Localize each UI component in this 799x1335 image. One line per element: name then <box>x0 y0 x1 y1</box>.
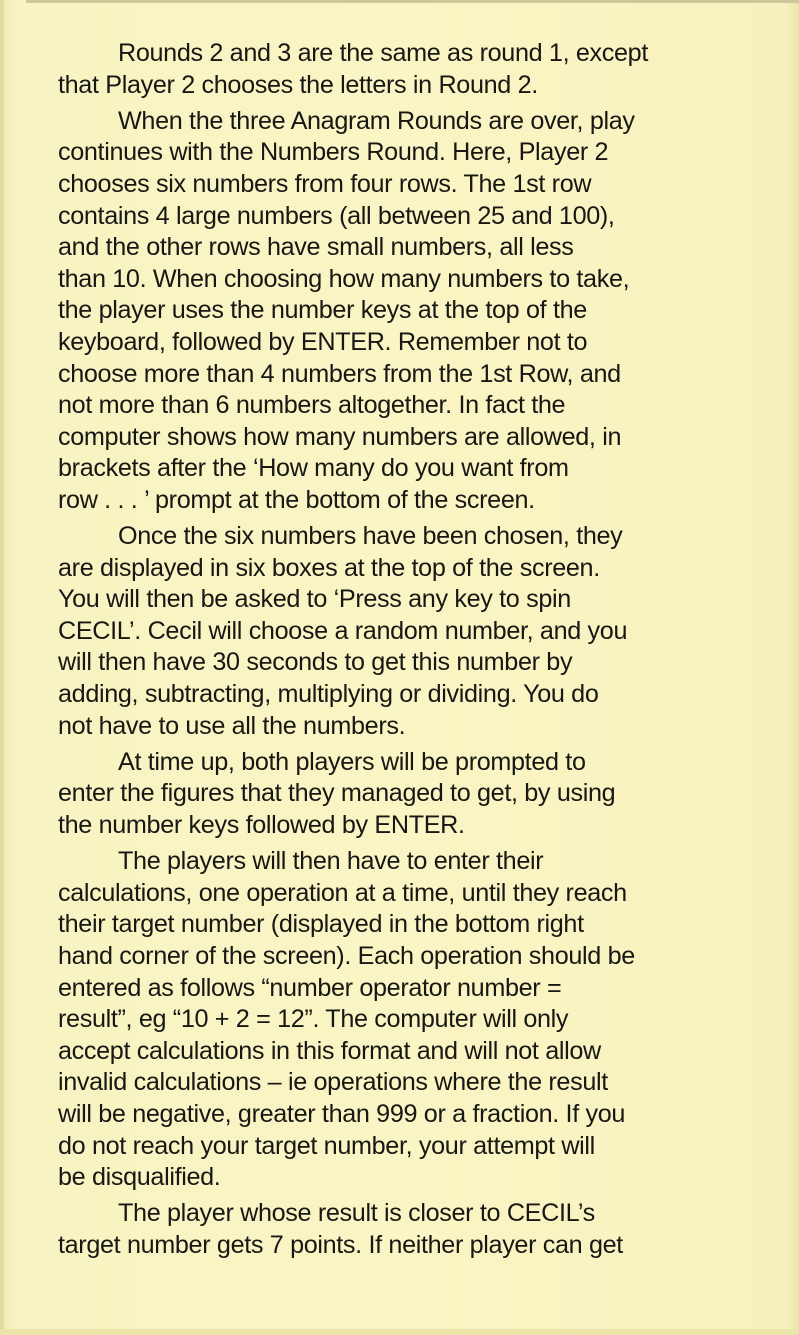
bottom-page-edge <box>0 1329 799 1335</box>
paragraph-scoring: The player whose result is closer to CECIL’s target number gets 7 points. If neither player can get <box>58 1199 623 1259</box>
instructions-text <box>58 38 758 1266</box>
paragraph-time-up: At time up, both players will be prompted to enter the figures that they managed to get, by using the number keys followed by ENTER. <box>58 747 616 840</box>
paragraph-calculations: The players will then have to enter their calculations, one operation at a time, until they reach their target number (displayed in the bottom right hand corner of the screen). Each operation should be entered as follows “number operator number = result”, eg “10 + 2 = 12”. The computer will only accept calculations in this format and will not allow invalid calculations – ie operations where the result will be negative, greater than 999 or a fraction. If you do not reach your target number, your attempt will be disqualified. <box>58 847 635 1192</box>
paragraph-spin-cecil: Once the six numbers have been chosen, they are displayed in six boxes at the top of the screen. You will then be asked to ‘Press any key to spin CECIL’. Cecil will choose a random number, and you will then have 30 seconds to get this number by adding, subtracting, multiplying or dividing. You do not have to use all the numbers. <box>58 522 628 740</box>
paragraph-rounds: Rounds 2 and 3 are the same as round 1, except that Player 2 chooses the letters in Round 2. <box>58 39 648 99</box>
left-page-edge <box>0 0 4 1335</box>
paragraph-numbers-round: When the three Anagram Rounds are over, play continues with the Numbers Round. Here, Player 2 chooses six numbers from four rows. The 1st row contains 4 large numbers (all between 25 and 100), and the other rows have small numbers, all less than 10. When choosing how many numbers to take, the player uses the number keys at the top of the keyboard, followed by ENTER. Remember not to choose more than 4 numbers from the 1st Row, and not more than 6 numbers altogether. In fact the computer shows how many numbers are allowed, in brackets after the ‘How many do you want from row . . . ’ prompt at the bottom of the screen. <box>58 106 635 514</box>
top-border <box>26 0 799 3</box>
